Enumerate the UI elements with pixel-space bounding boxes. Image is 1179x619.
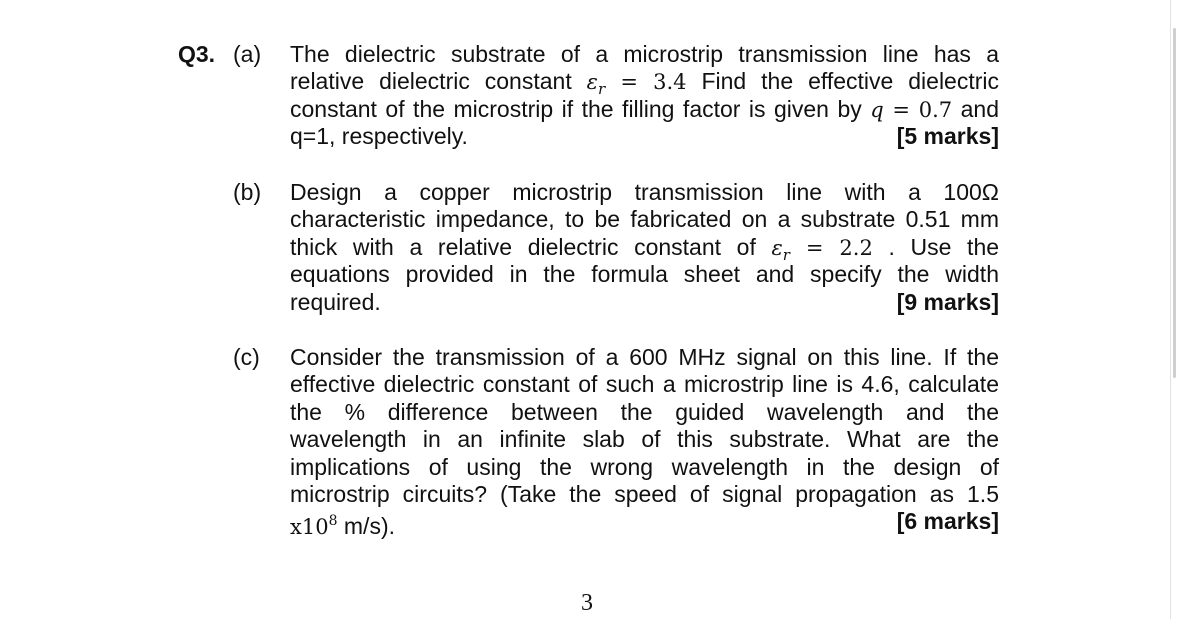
scrollbar-thumb[interactable] — [1173, 28, 1176, 378]
part-b-label: (b) — [233, 179, 262, 205]
part-c-text — [290, 344, 999, 540]
part-b-line-1: Design a copper microstrip transmission line with a 100Ω — [290, 179, 999, 205]
part-c-line-3: the % difference between the guided wavelength and the — [290, 398, 999, 425]
part-c-line-7: $x10^8$ m/s). [6 marks] — [290, 508, 999, 540]
part-a-marks: [5 marks] — [896, 123, 999, 150]
part-b-marks: [9 marks] — [896, 288, 999, 315]
part-c-label: (c) — [233, 344, 260, 370]
question-number: Q3. — [178, 41, 216, 67]
part-b-text — [290, 179, 999, 316]
page-number: 3 — [581, 590, 593, 616]
part-a-line-2: relative dielectric constant $\varepsilon_r = 3.4$ Find the effective dielectric — [290, 68, 999, 99]
part-c-line-4: wavelength in an infinite slab of this substrate. What are the — [290, 426, 999, 453]
part-c-line-5: implications of using the wrong wavelength in the design of — [290, 453, 999, 480]
part-b-line-4: equations provided in the formula sheet and specify the width — [290, 261, 999, 288]
part-c-marks: [6 marks] — [896, 508, 999, 535]
part-c-line-6: microstrip circuits? (Take the speed of signal propagation as 1.5 — [290, 480, 999, 507]
part-a-line-1: The dielectric substrate of a microstrip transmission line has a — [290, 41, 999, 67]
part-a-text — [290, 41, 999, 151]
part-a-label: (a) — [233, 41, 262, 67]
part-a-line-3: constant of the microstrip if the filling factor is given by q = 0.7 and — [290, 95, 1000, 122]
part-b-line-2: characteristic impedance, to be fabricated on a substrate 0.51 mm — [290, 206, 999, 233]
page-edge-rule — [1170, 0, 1171, 619]
part-c-line-2: effective dielectric constant of such a microstrip line is 4.6, calculate — [290, 371, 999, 398]
part-b-line-5: required. [9 marks] — [290, 288, 999, 315]
part-c-line-1: Consider the transmission of a 600 MHz signal on this line. If the — [290, 344, 999, 370]
part-a-line-4: q=1, respectively. [5 marks] — [290, 123, 999, 150]
part-b-line-3: thick with a relative dielectric constant of $\varepsilon_r = 2.2$ . Use the — [290, 233, 1000, 264]
